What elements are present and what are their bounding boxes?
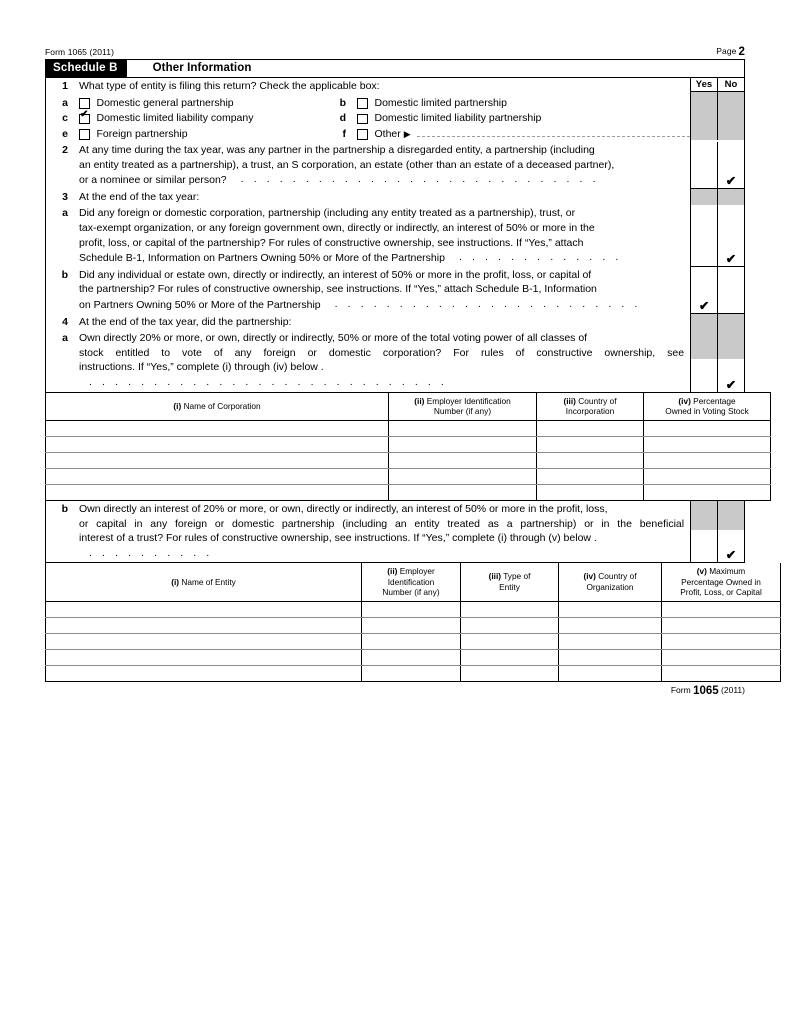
entity-cell-max[interactable] <box>662 649 781 665</box>
entity-cell-country[interactable] <box>559 617 662 633</box>
line-1-option-row-ef <box>46 127 690 143</box>
no-column-header: No <box>717 78 744 92</box>
line-3-number: 3 <box>62 190 68 203</box>
corp-col-name-header <box>46 392 389 420</box>
option-c-letter: c <box>62 112 68 125</box>
entity-col-name-text: Name of Entity <box>181 576 236 587</box>
yes-no-header-band <box>46 78 744 142</box>
corp-cell-name[interactable] <box>46 485 389 501</box>
table-row <box>46 437 771 453</box>
line-4b-yes-cell[interactable] <box>691 501 717 562</box>
entity-cell-name[interactable] <box>46 617 362 633</box>
option-f-checkbox-wrap[interactable] <box>346 127 690 143</box>
line-4-header-band <box>46 314 744 331</box>
line-1-no-cell <box>717 92 744 140</box>
line-4a-text-block <box>46 330 690 391</box>
option-f-fill-line[interactable] <box>417 128 690 137</box>
entity-cell-country[interactable] <box>559 665 662 681</box>
line-3a-text-4 <box>79 250 684 266</box>
entity-table-body <box>46 601 781 681</box>
line-1-option-row-ab <box>46 96 690 112</box>
line-3a-text-2: tax-exempt organization, or any foreign government own, directly or indirectly, an interest of 50% or more in the <box>79 222 595 235</box>
line-4a-no-checkmark: ✔ <box>725 377 737 392</box>
line-1-option-row-cd <box>46 111 690 127</box>
page-word: Page <box>716 46 737 56</box>
line-3b-question <box>46 267 690 314</box>
page-number: 2 <box>738 46 745 58</box>
table-row <box>46 469 771 485</box>
option-d-label: Domestic limited liability partnership <box>374 112 542 125</box>
checkbox-e-icon[interactable] <box>79 129 90 140</box>
corp-cell-pct[interactable] <box>644 421 771 437</box>
form-id-label: Form 1065 (2011) <box>45 47 115 57</box>
line-4a-question <box>46 330 690 391</box>
line-3b-no-cell[interactable] <box>717 267 744 313</box>
table-row <box>46 421 771 437</box>
option-e-checkbox-wrap[interactable] <box>68 127 188 143</box>
line-4b-letter: b <box>61 503 68 515</box>
line-4b-body <box>68 502 690 561</box>
entity-cell-type[interactable] <box>461 665 559 681</box>
yes-column-header: Yes <box>691 78 717 92</box>
line-4-yes-cell <box>691 314 717 331</box>
line-3a-body <box>68 206 690 265</box>
line-1-option-c[interactable] <box>46 111 324 127</box>
form-footer <box>45 682 745 697</box>
yes-no-headers <box>691 78 744 92</box>
line-4b-band <box>46 501 744 562</box>
option-e-letter: e <box>62 127 68 140</box>
corp-col-ein-text2: Number (if any) <box>433 405 492 416</box>
line-4a-yes-cell[interactable] <box>691 330 717 391</box>
corp-cell-name[interactable] <box>46 421 389 437</box>
line-2-yes-cell[interactable] <box>691 142 717 188</box>
corp-cell-ein[interactable] <box>389 453 537 469</box>
page-number-label <box>716 46 745 57</box>
entity-cell-type[interactable] <box>461 649 559 665</box>
schedule-title: Other Information <box>152 62 252 74</box>
line-4b-text-2: or capital in any foreign or domestic partnership (including an entity treated as a partnership) or in the beneficial <box>79 517 685 530</box>
entity-col-ein-header <box>362 563 461 601</box>
line-4b-text-3 <box>79 531 684 561</box>
entity-col-ein-text: Employer <box>399 566 435 577</box>
line-3a-text-4-content: Schedule B-1, Information on Partners Owning 50% or More of the Partnership <box>79 252 445 265</box>
entity-col-ein-roman: (ii) <box>387 566 398 577</box>
line-3a-yes-no <box>690 205 744 266</box>
line-1-number: 1 <box>62 80 68 92</box>
line-4a-no-cell[interactable] <box>717 330 744 391</box>
table-row <box>46 649 781 665</box>
entity-col-max-text2: Percentage Owned in <box>681 576 761 587</box>
corp-cell-ein[interactable] <box>389 437 537 453</box>
line-4-text-block <box>46 314 690 331</box>
entity-cell-type[interactable] <box>461 633 559 649</box>
line-4a-text-2: stock entitled to vote of any foreign or domestic corporation? For rules of constructive ownership, see <box>79 346 685 359</box>
corp-cell-country[interactable] <box>537 485 644 501</box>
line-3a-text-3: profit, loss, or capital of the partnership? For rules of constructive ownership, see instructions. If “Yes,” attach <box>79 236 584 249</box>
checkbox-f-icon[interactable] <box>357 129 368 140</box>
line-1-option-d[interactable] <box>324 111 690 127</box>
line-2-no-checkmark: ✔ <box>725 173 737 188</box>
checkbox-c-icon[interactable] <box>79 114 90 125</box>
schedule-tag: Schedule B <box>46 60 127 77</box>
line-3b-leader-dots: . . . . . . . . . . . . . . . . . . . . . . . . <box>334 298 641 311</box>
line-3b-text-3-content: on Partners Owning 50% or More of the Partnership <box>79 299 321 312</box>
line-3a-no-checkmark: ✔ <box>725 251 737 266</box>
line-3a-letter: a <box>62 207 68 220</box>
corporation-table-header-row <box>46 392 771 420</box>
line-4b-text-1: Own directly an interest of 20% or more, or own, directly or indirectly, an interest of 50% or more in the profit, loss, <box>79 503 608 515</box>
line-1-options <box>46 96 690 143</box>
entity-cell-type[interactable] <box>461 617 559 633</box>
corp-cell-pct[interactable] <box>644 453 771 469</box>
line-3b-letter: b <box>61 268 68 281</box>
line-4b-box <box>45 501 745 563</box>
line-4-text: At the end of the tax year, did the partnership: <box>79 315 292 328</box>
option-e-label: Foreign partnership <box>96 127 188 140</box>
entity-cell-ein[interactable] <box>362 633 461 649</box>
corp-col-ein-text: Employer Identification <box>426 395 511 406</box>
corp-cell-country[interactable] <box>537 437 644 453</box>
corp-col-name-text: Name of Corporation <box>183 400 261 411</box>
corp-cell-ein[interactable] <box>389 485 537 501</box>
line-4a-letter: a <box>62 332 68 345</box>
line-1-option-b[interactable] <box>324 96 690 112</box>
option-f-label: Other <box>374 127 401 140</box>
line-2-leader-dots: . . . . . . . . . . . . . . . . . . . . . . . . . . . . <box>240 173 600 186</box>
line-3-header-band <box>46 189 744 206</box>
corp-cell-ein[interactable] <box>389 469 537 485</box>
corp-cell-name[interactable] <box>46 469 389 485</box>
table-row <box>46 485 771 501</box>
entity-cell-type[interactable] <box>461 601 559 617</box>
form-sheet <box>45 46 762 697</box>
line-3b-text-1: Did any individual or estate own, directly or indirectly, an interest of 50% or more in the profit, loss, or capital of <box>79 268 592 281</box>
entity-col-country-roman: (iv) <box>583 571 596 582</box>
line-3b-band <box>46 267 744 314</box>
corp-cell-name[interactable] <box>46 437 389 453</box>
table-row <box>46 665 781 681</box>
line-2-text-2: an entity treated as a partnership), a trust, an S corporation, an estate (other than an estate of a deceased partner), <box>79 158 615 171</box>
entity-col-max-text: Maximum <box>709 566 746 577</box>
entity-col-max-text3: Profit, Loss, or Capital <box>680 586 762 597</box>
line-4a-text-3 <box>79 360 684 390</box>
line-3a-band <box>46 205 744 266</box>
line-4a-body <box>68 331 690 390</box>
line-1-text: What type of entity is filing this return? Check the applicable box: <box>79 80 380 92</box>
corp-col-pct-text2: Owned in Voting Stock <box>665 405 749 416</box>
line-2-text-block <box>46 142 690 189</box>
line-3a-no-cell[interactable] <box>717 205 744 265</box>
corp-col-pct-header <box>644 392 771 420</box>
line-4b-no-cell[interactable] <box>717 501 744 562</box>
line-3-text: At the end of the tax year: <box>79 190 200 203</box>
checkbox-a-icon[interactable] <box>79 98 90 109</box>
entity-cell-ein[interactable] <box>362 649 461 665</box>
line-4a-text-1: Own directly 20% or more, or own, directly or indirectly, 50% or more of the total voting power of all classes of <box>79 332 588 345</box>
option-f-letter: f <box>342 127 346 140</box>
line-4-number: 4 <box>62 315 68 328</box>
entity-col-max-header <box>662 563 781 601</box>
entity-col-name-header <box>46 563 362 601</box>
corp-col-pct-roman: (iv) <box>678 395 691 406</box>
line-4b-question <box>46 501 690 562</box>
line-3-question <box>46 189 690 206</box>
entity-col-country-text2: Organization <box>586 581 634 592</box>
option-a-label: Domestic general partnership <box>96 96 234 109</box>
option-b-checkbox-wrap[interactable] <box>346 96 507 112</box>
corp-cell-pct[interactable] <box>644 485 771 501</box>
entity-col-type-header <box>461 563 559 601</box>
schedule-header-bar <box>46 60 744 78</box>
option-a-checkbox-wrap[interactable] <box>68 96 234 112</box>
line-2-body <box>68 143 690 188</box>
option-f-arrow-icon: ▶ <box>403 128 411 139</box>
line-2-question <box>46 142 690 189</box>
option-b-label: Domestic limited partnership <box>374 96 507 109</box>
corp-cell-ein[interactable] <box>389 421 537 437</box>
corp-cell-pct[interactable] <box>644 469 771 485</box>
line-1-yes-cell <box>691 92 717 140</box>
entity-cell-max[interactable] <box>662 665 781 681</box>
line-4a-yes-no <box>690 330 744 391</box>
corp-col-country-text2: Incorporation <box>565 405 615 416</box>
line-3a-yes-cell[interactable] <box>691 205 717 265</box>
line-4b-text-block <box>46 501 690 562</box>
line-3a-question <box>46 205 690 266</box>
line-4b-leader-dots: . . . . . . . . . . <box>89 546 213 559</box>
line-2-text-3-content: or a nominee or similar person? <box>79 174 227 187</box>
entity-cell-name[interactable] <box>46 649 362 665</box>
corp-col-ein-roman: (ii) <box>414 395 425 406</box>
line-2-band <box>46 142 744 189</box>
line-3-yes-cell <box>691 189 717 206</box>
table-row <box>46 633 781 649</box>
entity-cell-max[interactable] <box>662 633 781 649</box>
footer-form-number: 1065 <box>693 684 719 697</box>
entity-cell-ein[interactable] <box>362 601 461 617</box>
line-2-number: 2 <box>62 144 68 157</box>
table-row <box>46 601 781 617</box>
line-4-question <box>46 314 690 331</box>
line-3b-body <box>68 268 690 313</box>
entity-cell-country[interactable] <box>559 601 662 617</box>
option-a-letter: a <box>62 96 68 109</box>
line-1-yes-no-shaded <box>691 92 744 140</box>
entity-col-max-roman: (v) <box>696 566 707 577</box>
corp-cell-pct[interactable] <box>644 437 771 453</box>
entity-cell-name[interactable] <box>46 633 362 649</box>
line-4a-text-3-content: instructions. If “Yes,” complete (i) through (iv) below . <box>79 361 324 374</box>
table-row <box>46 453 771 469</box>
line-3-yes-no-shaded <box>690 189 744 206</box>
entity-col-country-header <box>559 563 662 601</box>
corporation-table <box>45 392 771 501</box>
line-4b-yes-no <box>690 501 744 562</box>
entity-col-ein-text2: Identification <box>387 576 435 587</box>
checkbox-b-icon[interactable] <box>357 98 368 109</box>
entity-cell-ein[interactable] <box>362 665 461 681</box>
line-3b-yes-cell[interactable] <box>691 267 717 313</box>
line-4b-no-checkmark: ✔ <box>725 548 737 563</box>
line-3a-text-1: Did any foreign or domestic corporation, partnership (including any entity treated as a partnership), trust, or <box>79 207 576 220</box>
line-3-text-block <box>46 189 690 206</box>
line-3b-text-block <box>46 267 690 314</box>
line-4-no-cell <box>717 314 744 331</box>
line-1-option-f[interactable] <box>324 127 690 143</box>
line-3a-text-block <box>46 205 690 266</box>
footer-form-year: (2011) <box>721 684 745 695</box>
corp-col-country-text: Country of <box>578 395 617 406</box>
corporation-table-body <box>46 421 771 501</box>
corp-col-pct-text: Percentage <box>693 395 736 406</box>
footer-form-word: Form <box>670 684 691 695</box>
entity-col-country-text: Country of <box>598 571 637 582</box>
option-c-checkbox-wrap[interactable] <box>68 111 253 127</box>
line-2-no-cell[interactable] <box>717 142 744 188</box>
line-2-text-3 <box>79 172 684 188</box>
entity-col-ein-text3: Number (if any) <box>382 586 440 597</box>
corp-col-country-header <box>537 392 644 420</box>
corp-col-ein-header <box>389 392 537 420</box>
option-b-letter: b <box>339 96 346 109</box>
line-4-yes-no-shaded <box>690 314 744 331</box>
line-1-block <box>46 78 690 142</box>
option-d-checkbox-wrap[interactable] <box>346 111 541 127</box>
line-3a-leader-dots: . . . . . . . . . . . . . <box>458 251 622 264</box>
entity-table <box>45 563 781 682</box>
line-2-yes-no <box>690 142 744 189</box>
line-4b-text-3-content: interest of a trust? For rules of constructive ownership, see instructions. If “Yes,” complete (i) through (v) below . <box>79 532 597 545</box>
line-3b-text-3 <box>79 297 684 313</box>
corp-cell-country[interactable] <box>537 421 644 437</box>
yes-no-column-line1 <box>690 78 744 142</box>
corp-col-name-roman: (i) <box>173 400 182 411</box>
entity-col-type-text2: Entity <box>499 581 520 592</box>
line-4a-band <box>46 330 744 391</box>
entity-cell-country[interactable] <box>559 633 662 649</box>
corp-cell-country[interactable] <box>537 453 644 469</box>
line-2-text-1: At any time during the tax year, was any partner in the partnership a disregarded entity, a partnership (including <box>79 144 595 157</box>
entity-col-type-text: Type of <box>503 571 531 582</box>
entity-cell-name[interactable] <box>46 601 362 617</box>
checkbox-d-icon[interactable] <box>357 114 368 125</box>
line-3b-yes-no <box>690 267 744 314</box>
entity-table-header-row <box>46 563 781 601</box>
option-d-letter: d <box>339 112 346 125</box>
corp-cell-country[interactable] <box>537 469 644 485</box>
table-row <box>46 617 781 633</box>
corp-cell-name[interactable] <box>46 453 389 469</box>
entity-col-type-roman: (iii) <box>488 571 502 582</box>
entity-cell-max[interactable] <box>662 617 781 633</box>
option-c-label: Domestic limited liability company <box>96 112 254 125</box>
line-3-no-cell <box>717 189 744 206</box>
line-1-option-e[interactable] <box>46 127 324 143</box>
entity-cell-country[interactable] <box>559 649 662 665</box>
line-4a-leader-dots: . . . . . . . . . . . . . . . . . . . . . . . . . . . . <box>89 376 448 388</box>
line-3b-yes-checkmark: ✔ <box>698 298 710 313</box>
line-3b-text-2: the partnership? For rules of constructive ownership, see instructions. If “Yes,” attach Schedule B-1, Information <box>79 283 597 296</box>
entity-col-name-roman: (i) <box>171 576 180 587</box>
entity-cell-ein[interactable] <box>362 617 461 633</box>
entity-cell-name[interactable] <box>46 665 362 681</box>
corp-col-country-roman: (iii) <box>563 395 576 406</box>
page-header <box>45 46 745 59</box>
entity-cell-max[interactable] <box>662 601 781 617</box>
line-1-question <box>46 78 690 95</box>
schedule-b-box <box>45 59 745 392</box>
